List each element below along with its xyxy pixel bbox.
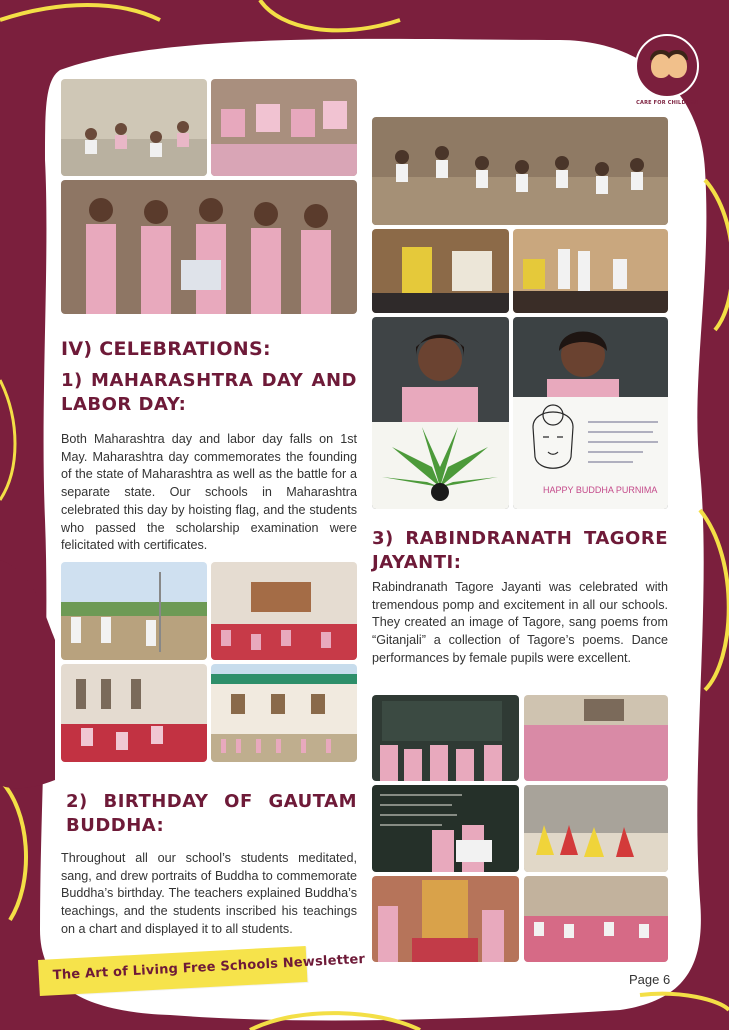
photo-tagore-students-blackboard	[372, 695, 519, 781]
photo-school-building	[211, 664, 357, 762]
photo-students-with-gifts	[61, 180, 357, 314]
newsletter-title: The Art of Living Free Schools Newsletter	[52, 951, 366, 984]
photo-students-classroom-1	[61, 79, 207, 176]
heading-tagore-jayanti: 3) RABINDRANATH TAGORE JAYANTI:	[372, 528, 668, 573]
photo-buddha-portrait-display	[372, 229, 509, 313]
photo-students-holding-bags	[211, 79, 357, 176]
photo-hall-group-meditation	[524, 876, 668, 962]
heading-buddha-birthday: 2) BIRTHDAY OF GAUTAM BUDDHA:	[66, 791, 357, 836]
photo-dance-performance	[524, 785, 668, 872]
photo-students-presenting-poem	[372, 785, 519, 872]
page-number: Page 6	[629, 972, 671, 987]
photo-school-assembly	[61, 664, 207, 762]
buddha-chart-caption: HAPPY BUDDHA PURNIMA	[543, 485, 658, 495]
logo-tagline: CARE FOR CHILDREN	[636, 100, 698, 106]
photo-boy-with-buddha-chart	[513, 317, 668, 509]
photo-tagore-portrait-display	[372, 876, 519, 962]
photo-students-standing-outdoors	[513, 229, 668, 313]
heading-maharashtra-day: 1) MAHARASHTRA DAY AND LABOR DAY:	[61, 370, 357, 415]
section-heading-celebrations: IV) CELEBRATIONS:	[61, 338, 271, 360]
photo-flag-hoisting	[61, 562, 207, 660]
maharashtra-day-text: Both Maharashtra day and labor day falls on 1st May. Maharashtra day commemorates the founding of the state of Maharashtra as well as the battle for a separate state. Our schools in Maharashtra celebrated this day by hoisting flag, and the students who passed the scholarship examination were felicitated with certificates.	[61, 432, 357, 553]
photo-students-meditating	[372, 117, 668, 225]
buddha-birthday-text: Throughout all our school’s students meditated, sang, and drew portraits of Buddha to commemorate Buddha’s birthday. The teachers explained Buddha’s teachings, and the students inscribed his teachings on a chart and displayed it to all students.	[61, 851, 357, 936]
tagore-jayanti-text: Rabindranath Tagore Jayanti was celebrated with tremendous pomp and excitement in all our schools. They created an image of Tagore, sang poems from “Gitanjali” a collection of Tagore’s poems. Dance performances by female pupils were excellent.	[372, 580, 668, 665]
two-children-logo-icon	[635, 34, 699, 98]
photo-girl-with-leaf-chart	[372, 317, 509, 509]
photo-felicitation-stage	[211, 562, 357, 660]
school-logo	[632, 34, 702, 114]
photo-hall-students-seated	[524, 695, 668, 781]
